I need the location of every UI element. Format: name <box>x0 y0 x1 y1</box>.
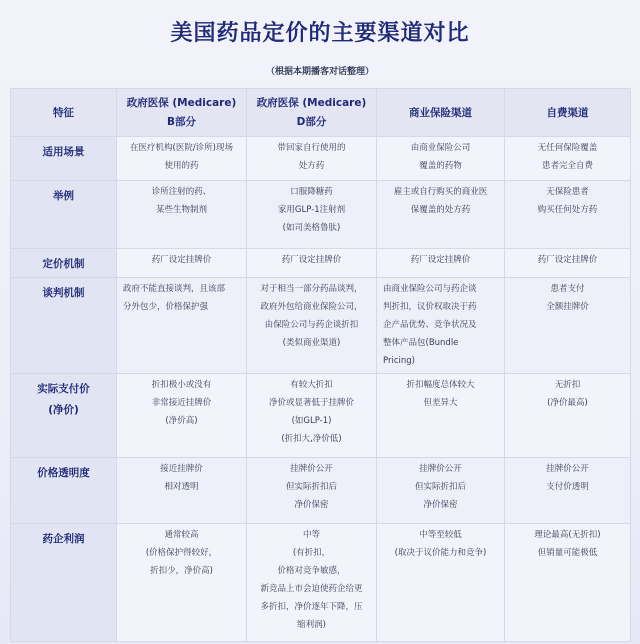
table-row <box>11 137 631 181</box>
table-row <box>11 524 631 642</box>
table-cell: 挂牌价公开 支付价透明 <box>505 458 631 524</box>
table-cell: 由商业保险公司与药企谈 判折扣，议价权取决于药 企产品优势、竞争状况及 整体产品包(Bundle Pricing) <box>377 278 505 374</box>
table-row <box>11 278 631 374</box>
row-label: 举例 <box>11 181 117 249</box>
page-subtitle: （根据本期播客对话整理） <box>265 67 374 77</box>
table-cell: 药厂设定挂牌价 <box>377 249 505 278</box>
table-row <box>11 181 631 249</box>
table-cell: 口服降糖药 家用GLP-1注射剂 (如司美格鲁肽) <box>247 181 377 249</box>
table-cell: 折扣幅度总体较大 但差异大 <box>377 374 505 458</box>
header-commercial: 商业保险渠道 <box>377 89 505 137</box>
table-cell: 理论最高(无折扣) 但销量可能极低 <box>505 524 631 642</box>
row-label: 定价机制 <box>11 249 117 278</box>
table-cell: 诊所注射的药、 某些生物制剂 <box>117 181 247 249</box>
table-cell: 无任何保险覆盖 患者完全自费 <box>505 137 631 181</box>
table-row <box>11 374 631 458</box>
table-header <box>11 89 631 137</box>
table-cell: 无折扣 (净价最高) <box>505 374 631 458</box>
header-medicare-b: 政府医保 (Medicare) B部分 <box>117 89 247 137</box>
table-cell: 药厂设定挂牌价 <box>247 249 377 278</box>
table-cell: 带回家自行使用的 处方药 <box>247 137 377 181</box>
table-cell: 通常较高 (价格保护得较好， 折扣少，净价高) <box>117 524 247 642</box>
table-cell: 雇主或自行购买的商业医 保覆盖的处方药 <box>377 181 505 249</box>
table-row <box>11 249 631 278</box>
table-row <box>11 458 631 524</box>
table-cell: 政府不能直接谈判，且该部 分外包少，价格保护强 <box>117 278 247 374</box>
table-cell: 有较大折扣 净价或显著低于挂牌价 (如GLP-1) (折扣大,净价低) <box>247 374 377 458</box>
table-cell: 挂牌价公开 但实际折扣后 净价保密 <box>247 458 377 524</box>
row-label: 谈判机制 <box>11 278 117 374</box>
table-cell: 中等 (有折扣， 价格对竞争敏感， 新竞品上市会迫使药企给更 多折扣，净价逐年下降，压 缩利润) <box>247 524 377 642</box>
header-feature: 特征 <box>11 89 117 137</box>
page-title: 美国药品定价的主要渠道对比 <box>170 21 470 46</box>
row-label: 价格透明度 <box>11 458 117 524</box>
row-label: 药企利润 <box>11 524 117 642</box>
table-cell: 折扣极小或没有 非常接近挂牌价 (净价高) <box>117 374 247 458</box>
table-cell: 由商业保险公司 覆盖的药物 <box>377 137 505 181</box>
header-medicare-d: 政府医保 (Medicare) D部分 <box>247 89 377 137</box>
table-cell: 无保险患者 购买任何处方药 <box>505 181 631 249</box>
header-self-pay: 自费渠道 <box>505 89 631 137</box>
table-cell: 挂牌价公开 但实际折扣后 净价保密 <box>377 458 505 524</box>
table-cell: 在医疗机构(医院/诊所)现场 使用的药 <box>117 137 247 181</box>
table-cell: 患者支付 全额挂牌价 <box>505 278 631 374</box>
row-label: 适用场景 <box>11 137 117 181</box>
header-row <box>11 89 631 137</box>
table-cell: 接近挂牌价 相对透明 <box>117 458 247 524</box>
comparison-table <box>10 88 631 642</box>
table-cell: 药厂设定挂牌价 <box>117 249 247 278</box>
table-cell: 对于相当一部分药品谈判， 政府外包给商业保险公司， 由保险公司与药企谈折扣 (类似商业渠道) <box>247 278 377 374</box>
table-cell: 药厂设定挂牌价 <box>505 249 631 278</box>
row-label: 实际支付价 (净价) <box>11 374 117 458</box>
table-cell: 中等至较低 (取决于议价能力和竞争) <box>377 524 505 642</box>
